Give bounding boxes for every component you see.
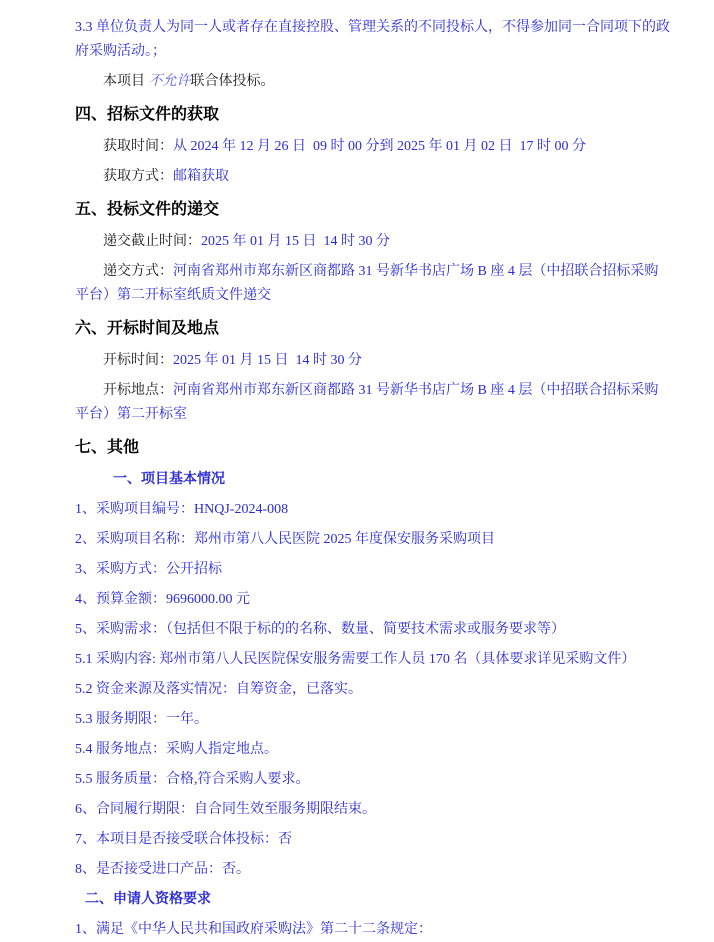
item-project-number: 1、采购项目编号：HNQJ-2024-008: [75, 502, 289, 517]
section-7-heading: 七、其他: [75, 439, 140, 456]
joint-bid-prefix: 本项目: [103, 74, 149, 89]
section-4-heading: 四、招标文件的获取: [75, 106, 220, 123]
applicant-qualification-heading: 二、申请人资格要求: [85, 892, 211, 907]
submit-deadline-value: 2025 年 01 月 15 日 14 时 30 分: [201, 234, 390, 249]
open-place-label: 开标地点：: [103, 383, 173, 398]
item-service-location: 5.4 服务地点：采购人指定地点。: [75, 742, 278, 757]
open-place-value: 河南省郑州市郑东新区商都路 31 号新华书店广场 B 座 4 层（中招联合招标采购平台）第二开标室: [75, 383, 659, 422]
item-funding-source: 5.2 资金来源及落实情况：自筹资金，已落实。: [75, 682, 362, 697]
submit-deadline-line: [75, 230, 671, 254]
item-joint-bid-accepted: 7、本项目是否接受联合体投标：否: [75, 832, 292, 847]
item-procurement-demand: 5、采购需求：（包括但不限于标的的名称、数量、简要技术需求或服务要求等）: [75, 622, 565, 637]
joint-bid-suffix: 联合体投标。: [190, 74, 275, 89]
open-time-value: 2025 年 01 月 15 日 14 时 30 分: [173, 353, 362, 368]
acquire-time-line: [75, 135, 671, 159]
item-service-quality: 5.5 服务质量：合格,符合采购人要求。: [75, 772, 310, 787]
open-time-line: [75, 349, 671, 373]
item-service-period: 5.3 服务期限：一年。: [75, 712, 208, 727]
acquire-time-label: 获取时间：: [103, 139, 173, 154]
acquire-method-label: 获取方式：: [103, 169, 173, 184]
open-place-line: [75, 379, 671, 427]
item-procurement-content: 5.1 采购内容: 郑州市第八人民医院保安服务需要工作人员 170 名（具体要求详见采购文件）: [75, 652, 636, 667]
clause-3-3: 3.3 单位负责人为同一人或者存在直接控股、管理关系的不同投标人，不得参加同一合同项下的政府采购活动。；: [75, 20, 670, 59]
project-basic-info-heading: 一、项目基本情况: [113, 472, 225, 487]
section-6-heading: 六、开标时间及地点: [75, 320, 220, 337]
qualification-item-law: 1、满足《中华人民共和国政府采购法》第二十二条规定：: [75, 922, 432, 937]
open-time-label: 开标时间：: [103, 353, 173, 368]
acquire-method-line: [75, 165, 671, 189]
submit-method-value: 河南省郑州市郑东新区商都路 31 号新华书店广场 B 座 4 层（中招联合招标采购平台）第二开标室纸质文件递交: [75, 264, 659, 303]
acquire-method-value: 邮箱获取: [173, 169, 229, 184]
item-project-name: 2、采购项目名称：郑州市第八人民医院 2025 年度保安服务采购项目: [75, 532, 495, 547]
item-procurement-method: 3、采购方式：公开招标: [75, 562, 222, 577]
joint-bid-emphasis: 不允许: [148, 74, 191, 89]
submit-deadline-label: 递交截止时间：: [103, 234, 201, 249]
joint-bid-note: [75, 70, 671, 94]
section-5-heading: 五、投标文件的递交: [75, 201, 220, 218]
submit-method-label: 递交方式：: [103, 264, 173, 279]
item-imported-products: 8、是否接受进口产品：否。: [75, 862, 250, 877]
acquire-time-value: 从 2024 年 12 月 26 日 09 时 00 分到 2025 年 01 月 02 日 17 时 00 分: [173, 139, 586, 154]
item-contract-period: 6、合同履行期限：自合同生效至服务期限结束。: [75, 802, 376, 817]
submit-method-line: [75, 260, 671, 308]
item-budget-amount: 4、预算金额：9696000.00 元: [75, 592, 250, 607]
